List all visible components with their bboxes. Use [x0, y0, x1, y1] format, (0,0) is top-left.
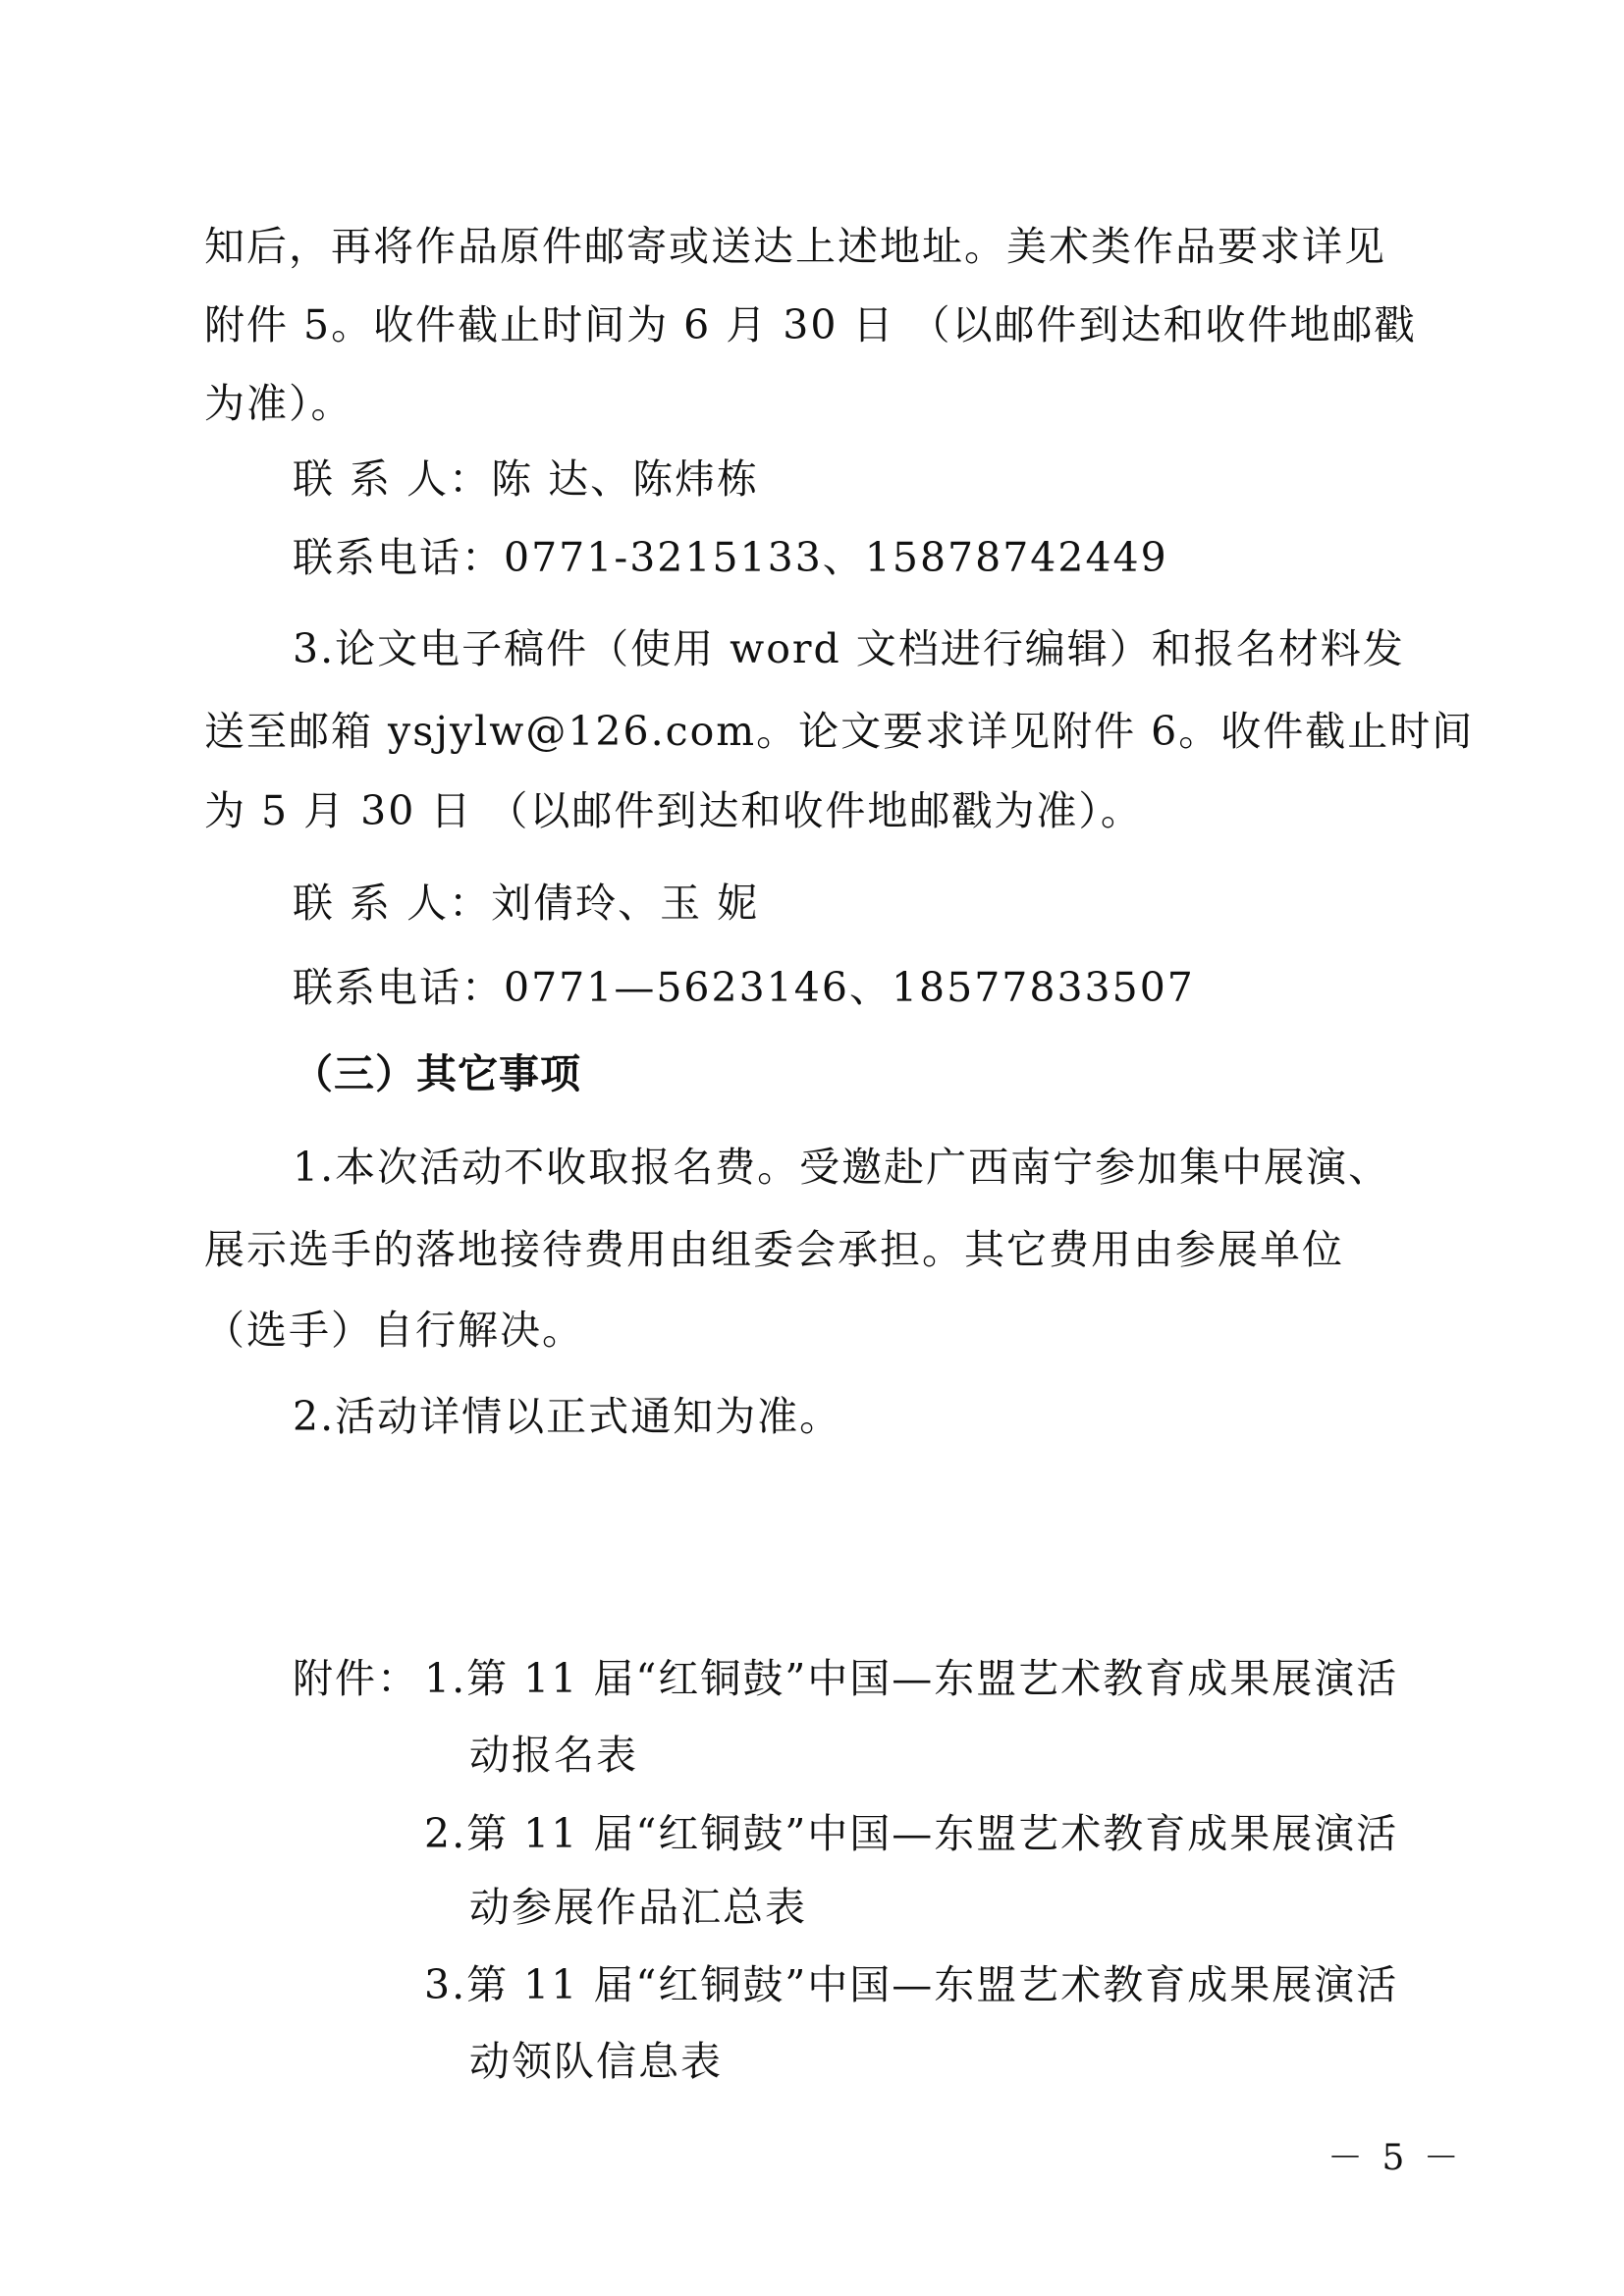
page-number: － 5 －: [1327, 2138, 1463, 2178]
section-heading: （三）其它事项: [293, 1050, 581, 1097]
body-line: 1.本次活动不收取报名费。受邀赴广西南宁参加集中展演、: [293, 1144, 1391, 1191]
body-line: 为 5 月 30 日 （以邮件到达和收件地邮戳为准）。: [204, 787, 1143, 834]
body-line: 知后，再将作品原件邮寄或送达上述地址。美术类作品要求详见: [204, 223, 1386, 270]
body-line: 2.活动详情以正式通知为准。: [293, 1393, 842, 1440]
contact-person-line: 联 系 人：刘倩玲、玉 妮: [293, 880, 760, 927]
contact-person-line: 联 系 人：陈 达、陈炜栋: [293, 455, 760, 503]
body-line: 展示选手的落地接待费用由组委会承担。其它费用由参展单位: [204, 1226, 1344, 1273]
body-line: 3.论文电子稿件（使用 word 文档进行编辑）和报名材料发: [293, 625, 1405, 672]
attachments-label: 附件：: [293, 1655, 419, 1702]
body-line: 附件 5。收件截止时间为 6 月 30 日 （以邮件到达和收件地邮戳: [204, 301, 1417, 348]
attachment-item-title: 3.第 11 届“红铜鼓”中国—东盟艺术教育成果展演活: [424, 1961, 1399, 2008]
attachment-item-title: 1.第 11 届“红铜鼓”中国—东盟艺术教育成果展演活: [424, 1655, 1399, 1702]
body-line: 送至邮箱 ysjylw@126.com。论文要求详见附件 6。收件截止时间: [204, 708, 1475, 755]
attachment-item-title-cont: 动领队信息表: [469, 2038, 723, 2085]
contact-phone-line: 联系电话：0771—5623146、18577833507: [293, 964, 1195, 1011]
attachment-item-title-cont: 动报名表: [469, 1732, 638, 1779]
body-line: （选手）自行解决。: [204, 1307, 584, 1354]
body-line: 为准）。: [204, 380, 353, 427]
attachment-item-title: 2.第 11 届“红铜鼓”中国—东盟艺术教育成果展演活: [424, 1810, 1399, 1857]
attachment-item-title-cont: 动参展作品汇总表: [469, 1884, 807, 1931]
contact-phone-line: 联系电话：0771-3215133、15878742449: [293, 534, 1168, 581]
